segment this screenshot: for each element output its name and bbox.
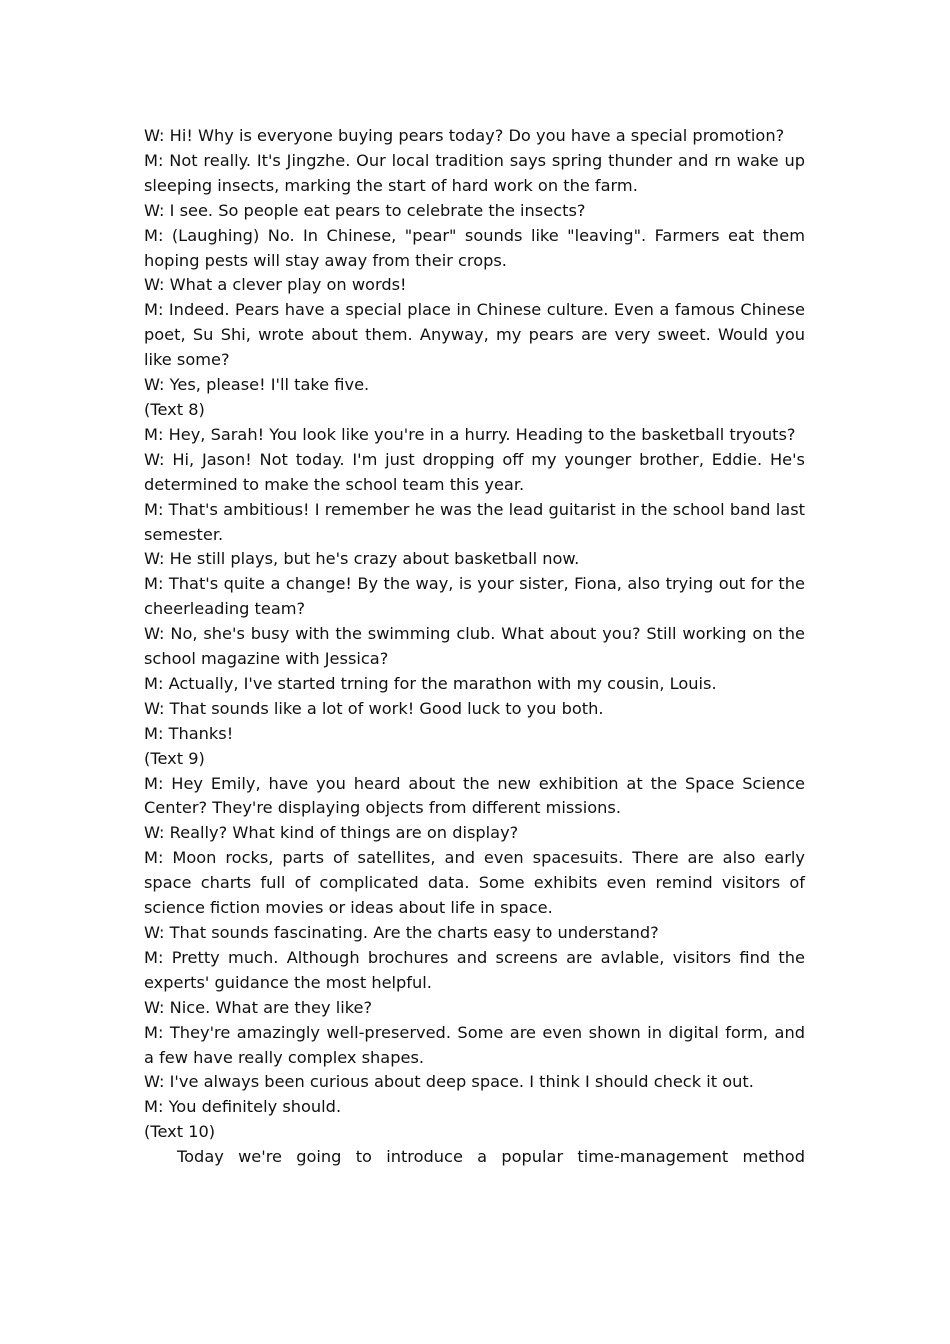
- dialogue-line: M: Not really. It's Jingzhe. Our local tradition says spring thunder and rn wake up sleeping insects, marking the start of hard work on the farm.: [144, 150, 805, 195]
- dialogue-line: M: They're amazingly well-preserved. Some are even shown in digital form, and a few have really complex shapes.: [144, 1022, 805, 1067]
- dialogue-line: W: That sounds like a lot of work! Good luck to you both.: [144, 698, 604, 718]
- dialogue-line: W: I see. So people eat pears to celebrate the insects?: [144, 200, 586, 220]
- dialogue-line: M: Indeed. Pears have a special place in Chinese culture. Even a famous Chinese poet, Su Shi, wrote about them. Anyway, my pears are very sweet. Would you like some?: [144, 300, 805, 370]
- dialogue-line: M: Actually, I've started trning for the marathon with my cousin, Louis.: [144, 673, 717, 693]
- dialogue-line: W: Nice. What are they like?: [144, 997, 373, 1017]
- dialogue-line: W: Really? What kind of things are on display?: [144, 823, 519, 843]
- monologue-paragraph: Today we're going to introduce a popular time-management method: [177, 1147, 805, 1167]
- dialogue-line: M: Thanks!: [144, 723, 234, 743]
- dialogue-line: W: No, she's busy with the swimming club. What about you? Still working on the school magazine with Jessica?: [144, 624, 805, 669]
- dialogue-line: M: That's quite a change! By the way, is your sister, Fiona, also trying out for the cheerleading team?: [144, 574, 805, 619]
- dialogue-line: M: (Laughing) No. In Chinese, "pear" sounds like "leaving". Farmers eat them hoping pests will stay away from their crops.: [144, 225, 805, 270]
- section-heading-text-10: (Text 10): [144, 1122, 216, 1142]
- dialogue-line: W: I've always been curious about deep space. I think I should check it out.: [144, 1072, 754, 1092]
- dialogue-line: M: That's ambitious! I remember he was the lead guitarist in the school band last semester.: [144, 499, 805, 544]
- dialogue-line: W: Hi, Jason! Not today. I'm just dropping off my younger brother, Eddie. He's determined to make the school team this year.: [144, 449, 805, 494]
- dialogue-line: W: Yes, please! I'll take five.: [144, 375, 370, 395]
- dialogue-line: M: Hey Emily, have you heard about the new exhibition at the Space Science Center? They're displaying objects from different missions.: [144, 773, 805, 818]
- dialogue-line: W: What a clever play on words!: [144, 275, 407, 295]
- dialogue-line: W: Hi! Why is everyone buying pears today? Do you have a special promotion?: [144, 126, 785, 145]
- dialogue-line: M: You definitely should.: [144, 1097, 342, 1117]
- dialogue-line: M: Moon rocks, parts of satellites, and even spacesuits. There are also early space charts full of complicated data. Some exhibits even remind visitors of science fiction movies or ideas about life in space.: [144, 848, 805, 918]
- section-heading-text-8: (Text 8): [144, 399, 205, 419]
- dialogue-line: M: Hey, Sarah! You look like you're in a hurry. Heading to the basketball tryouts?: [144, 424, 796, 444]
- dialogue-line: M: Pretty much. Although brochures and screens are avlable, visitors find the experts' guidance the most helpful.: [144, 947, 805, 992]
- document-page: [144, 124, 805, 1170]
- section-heading-text-9: (Text 9): [144, 748, 205, 768]
- dialogue-line: W: He still plays, but he's crazy about basketball now.: [144, 549, 580, 569]
- dialogue-line: W: That sounds fascinating. Are the charts easy to understand?: [144, 923, 659, 942]
